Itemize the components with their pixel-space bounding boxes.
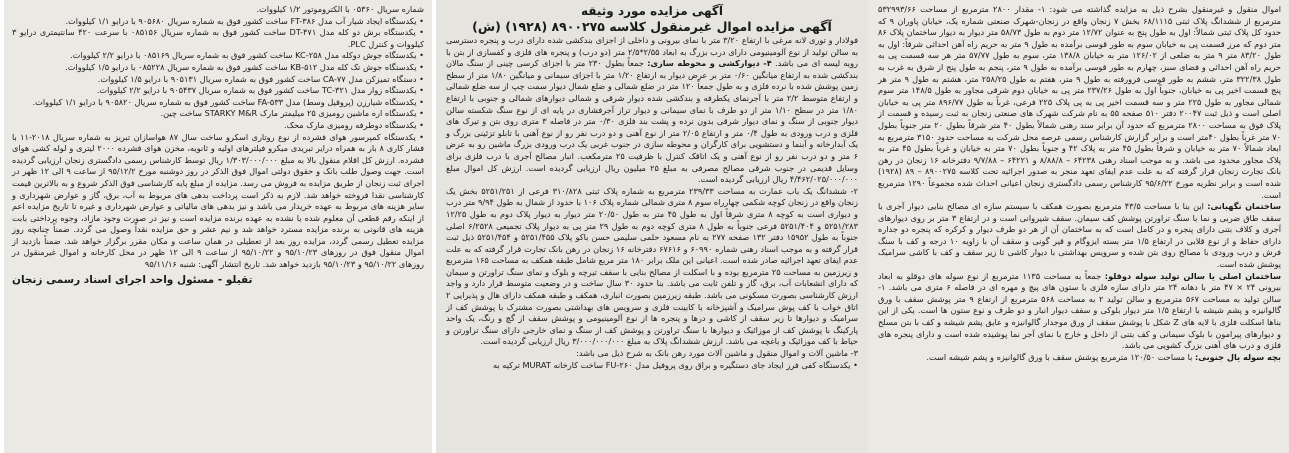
column-middle (436, 0, 868, 453)
paragraph: ۳- ماشین آلات و اموال منقول و ماشین آلات مورد رهن بانک به شرح ذیل می باشد: (576, 348, 858, 359)
list-item: شماره سریال ۰۵۳۶۰ با الکتروموتور ۱/۲ کیلووات. (256, 4, 424, 14)
notice-subtitle: آگهی مزایده مورد وثیقه (580, 4, 723, 18)
column-left (4, 0, 432, 453)
section-heading: ۴- دیوارکشی و محوطه سازی: (647, 58, 772, 69)
paragraph: ساختمان اصلی یا سالن تولید سوله دوقلو: جمعاً به مساحت ۱۱۳۵ مترمربع از نوع سوله های دوقلو به ابعاد بیرونی ۲۴ × ۴۷ متر با دهانه ۲۴ متر دارای سازه فلزی با ستون های پیچ و مهره ای در فاصله ۶ متری می باشد. ۱- سالن تولید به مساحت ۵۶۷ مترمربع و سالن تولید ۲ به مساحت ۵۶۸ مترمربع از ارتفاع ۹ متر پوشش سقف با ورق گالوانیزه و پشم شیشه با ارتفاع ۱/۵ متر دیوار بلوکی و سقف دیوار انبار و دو طرف و نوع ستون ها است. یکی از این بناها اسکلت فلزی با لایه های Z شکل با پوشش سقف از ورق موجدار گالوانیزه و عایق پشم شیشه و کف با بتن مسلح و دیوارهای پیرامون با بلوک سیمانی و کف بتنی از داخل و خارج با نمای آجر نما پوشیده شده است و دارای پنجره های فلزی و درب های آهنی بزرگ کشویی می باشد. (878, 270, 1281, 351)
list-item: • یکدستگاه جوش تک کله مدل KB-۵۱۲ ساخت کشور فوق به شماره سریال ۰۸۵۲۲۸ با درایو ۱/۵ کیلووات. (65, 61, 424, 72)
section-heading: ساختمان اصلی یا سالن تولید سوله دوقلو: (1104, 270, 1281, 281)
list-item: • یکدستگاه ایجاد شیار آب مدل FT-۳۸۶ ساخت کشور فوق به شماره سریال ۹۰۵۶۸۰ با درایو ۱/۱ کیلووات. (65, 15, 424, 26)
section-heading: ساختمان نگهبانی: (1207, 201, 1281, 212)
paragraph: اموال منقول و غیرمنقول بشرح ذیل به مزایده گذاشته می شود: ۱- مقدار ۲۸۰۰ مترمربع از مساحت ۵۳۲۹۹۳/۶۶ مترمربع از ششدانگ پلاک ثبتی ۶۸/۱۱۱۵ بخش ۷ زنجان واقع در زنجان-شهرک صنعتی شماره یک، خیابان پاوران ۹ که حدود کل پلاک ثبتی شمالاً: اول به طول پنج به عنوان ۱۲/۷۲ متر دوم به طول ۵۸/۷۳ متر دیوار به دیوار ساختمان پلاک ۸۶ متر دوم که مرز قسمت پی به خیابان سوم به طور قوسی برآمده به طول ۹ متر به حریم راه آهن احداثی شرقاً: اول به طول ۸۳/۲۰ متر ۹ متر به ضلعی از ۱۲۶/۰۲ متر به خیابان ۱۳۸/۸ متر، سوم به طول ۵۷/۷۷ متر هر سه قسمت پی به حریم راه آهن احداثی و فضای سبز، چهارم به طور قوسی برآمده به طول ۹ متر، پنجم به طول پنج از شرق به غرب به طول ۳۲۲/۳۸ متر، ششم به طور قوسی فرورفته به طول ۹ متر، هفتم به طول ۲۵۸/۲۵ متر، هشتم به طول ۹ متر هر پنج قسمت اخیر پی به خیابان، جنوباً اول به طول ۲۳۷/۲۶ متر پی به خیابان دوم شرقی مجاور به طول ۱۴۸/۵ متر سوم شمالی مجاور به طول ۲۲۵ متر و سه قسمت اخیر پی به پی پلاک ۲۲۵ فرعی، غرباً به طول ۸۹۶/۷۷ متر پی به خیابان اصلی است و ذیل ثبت ۲۰۰۴۷ دفتر ۵۱۰ صفحه ۵۵ به نام شرکت شهرک های صنعتی زنجان به ثبت رسیده و قسمت از پلاک فوق به مساحت ۲۸۰۰ مترمربع که حدود آن برابر سند رهنی شمالاً بطول ۴۰ متر شرقاً بطول ۲۰ متر جنوباً بطول ۷۰ متر غرباً بطول ۴۰متر است و برابر گزارش کارشناس رسمی عرصه محل شرکت به مساحت حدود ۳۱۵۰ مترمربع به ابعاد شمالاً ۷۰ متر به خیابان و شرقاً بطول ۴۵ متر به پلاک ۴۲ و جنوباً بطول ۷۰ متر به خیابان و غرباً بطول ۴۵ متر به پلاک مجاور محدود می باشد. و به موجب اسناد رهنی ۶۴۲۳۸ – ۸/۸۸/۸ و ۶۴۲۲۱ – ۹/۷/۸۸ دفترخانه ۱۶ زنجان در رهن بانک تجارت زنجان قرار گرفته که به علت عدم ایفای تعهد منجر به صدور اجرائیه تحت کلاسه ۸۹۰۰۲۷۵ – ۸۹ (۱۹۲۸) شده است و برابر نظریه مورخ ۹۵/۶/۲۲ کارشناس رسمی دادگستری زنجان اعیانی احداث شده مجموعاً ۱۲۹۰ مترمربع است. (878, 4, 1282, 200)
list-item: • یکدستگاه اره ماشین رومیزی ۲۵ میلیمتر مارک STARKY M&R ساخت چین. (160, 108, 424, 119)
notice-title: آگهی مزایده اموال غیرمنقول کلاسه ۸۹۰۰۲۷۵ (۱۹۲۸) (ش) (472, 19, 832, 34)
paragraph: فولادار و توری لانه مرغی با ارتفاع ۳/۲۰ متر با نمای بیرونی و داخلی از اجزای بندکشی شده دارای درب و پنجره دسترسی به سالن تولید از نوع آلومینیومی دارای درب بزرگ به ابعاد ۲/۵۵*۲/۵ متر (دو درب) و پنجره های فلزی و کفسازی از بتن با رویه لیسه ای می باشد. ۴- دیوارکشی و محوطه سازی: جمعاً بطول ۲۳۰ متر با اجزای کرسی چینی از سنگ مالان بندکشی شده به ارتفاع میانگین ۰/۶۰ متر بر عرض دیوار به ارتفاع ۱/۲۰ متر با اجزای سیمانی و میانگین ۱/۸۰ متر از سطح زمین پوشش شده با نرده فلزی و به طول جمعاً ۱۲۰ متر در ضلع شمالی و ضلع شمال دیوار سمت چپ از سه ضلع شمالی و ارتفاع متوسط ۲/۲ متر با آجرنمای یکطرفه و بندکشی شده دیوار شرقی و شمالی دیوارهای شمالی و جنوبی با ارتفاع ۱/۸۰ متر در سطح ۱/۱۰ متر از دو طرف با نمای سیمانی و دیوار تراز آجرفشاری در پایه ای از نوع سنگ شکسته سالن دیوار جنوبی از سنگ و نمای دیوار شرقی بدون نرده و پشت بند فلزی ۰/۳۰ متر در فاصله ۳ متری روی بتن و تیرک های فلزی و درب ورودی به طول ۰/۴ متر و ارتفاع ۲/۰۵ متر از نوع آهنی و دو درب نفر رو از نوع آهنی با تابلو تزئینی بزرگ و یک آبدارخانه و آبنما و دستشویی برای کارگران و محوطه سازی در جنوب غربی یک درب ورودی بزرگ ماشین رو به عرض ۶ متر و دو درب نفر رو از نوع آهنی و یک اتاقک کنترل با ظرفیت ۲۵ مترمکعب. انبار مصالح آجری با درب فلزی برای وسایل قدیمی در جنوب شرقی مصالح مصرفی به مبلغ ۲۵ میلیون ریال ارزیابی گردیده است. ارزش کل اموال مبلغ ۴/۴۶۲/۰۲۵/۰۰۰/۰۰۰ ریال ارزیابی گردیده است. (446, 35, 859, 185)
paragraph: • یکدستگاه کفی فرز ایجاد جای دستگیره و براق روی پروفیل مدل FU-۲۶۰ ساخت کارخانه MURAT ترکیه به (493, 359, 858, 370)
list-item: • یکدستگاه شیارزن (پروفیل وسط) مدل FA-۵۳۳ ساخت کشور فوق به شماره سریال ۹۰۵۸۲۰ با درایو ۱/۱ کیلووات. (32, 96, 424, 107)
signature-line: تقیلو - مسئول واحد اجرای اسناد رسمی زنجان (12, 273, 253, 286)
notice-header (446, 4, 858, 35)
paragraph: بچه سوله یال جنوبی: با مساحت ۱۲۰/۵۰ مترمربع پوشش سقف با ورق گالوانیزه و پشم شیشه است. (926, 351, 1281, 362)
list-item: • یکدستگاه جوش دوکله مدل KC-۲۵۸ ساخت کشور فوق به شماره سریال ۰۸۵۱۶۹ با درایو ۲/۲ کیلووات. (70, 50, 424, 61)
column-left-text (12, 4, 424, 271)
section-heading: بچه سوله یال جنوبی: (1195, 351, 1281, 362)
column-gap (432, 0, 436, 453)
paragraph: ساختمان نگهبانی: این بنا با مساحت ۴۳/۵ مترمربع بصورت همکف با سیستم سازه ای مصالح بنایی دیوار آجری با سقف طاق ضربی و نما با سنگ تراورتن پوشش کف سیمان. سقف شیروانی است و در ارتفاع ۳ متر بر روی دیوارهای آجری و کلاف بتنی دارای پنجره و در کامل است که به ساختمان آن از هر دو طرف دیوار و کرکره که پنجره دو جداره دارای حفاظ و از نوع قلابی در ارتفاع ۱/۵ متر بسته ایزوگام و قیر گونی و سقف آن با زاویه ۱۰ درجه و کف با سنگ فرش و درب ورودی با مصالح روی بتن شده و سرویس بهداشتی با دیوار کاشی تا زیر سقف و کف با کاشی سرامیک پوشش شده است. (878, 201, 1281, 270)
list-item: • یکدستگاه دوطرفه رومیزی مارک محک. (284, 119, 424, 130)
list-item: • یکدستگاه زوار مدل TC-۳۲۱ ساخت کشور فوق به شماره سریال ۹۰۵۴۳۷ با درایو ۲/۲ کیلووات. (96, 85, 424, 96)
paragraph: ۲- ششدانگ یک باب عمارت به مساحت ۲۳۹/۳۳ مترمربع به شماره پلاک ثبتی ۳۱۰/۸۲۸ فرعی از ۵۲۵۱/۲۵۱ بخش یک زنجان واقع در زنجان کوچه شکمی چهارراه سوم ۸ متری شمالی شماره پلاک ۱۰۶ با حدود از شمال به طول ۹/۹۴ متر درب و دیواری است به کوچه ۸ متری شرقاً اول به طول ۴۵ متر به طول ۲۰/۵۰ متر دیوار به دیوار پلاک دوم به طول ۱۲/۲۵ ۵۲۵۱/۲۸۳ و ۵۲۵۱/۴۰۴ فرعی جنوباً به طول ۸ متری کوچه دوم به طول ۲۹ متر پی به دیوار پلاک تجمیعی ۶/۲۵۲۸ اصلی جنوباً به طول ۱۵۹۵۲ دفتر ۱۳۲ صفحه ۲۷۷ به نام مسعود حلمی سلیمی حسن باکو پلاک ۵۲۵۱/۴۵۵ و ۵۲۵۱/۴۵۴ ذیل ثبت قرار گرفته و به موجب اسناد رهنی شماره ۶۰۹۹۰ و ۶۷۶۱۶ دفترخانه ۱۶ زنجان در رهن بانک تجارت قرار گرفته که به علت عدم ایفای تعهد اجرائیه صادر شده است. اعیانی این ملک برابر ۱۸۰ متر مربع شامل طبقه همکف به مساحت ۱۶۵ مترمربع و زیرزمین به مساحت ۲۵ مترمربع بوده و با اسکلت از مصالح بنایی با سقف تیرچه و بلوک و نمای سنگ تراورتن و سیمان که دارای انشعابات آب، برق، گاز و تلفن ثابت می باشد. بنا حدود ۳۰ سال ساخت و در وضعیت متوسط قرار دارد و واجد ارزش کارشناسی بصورت مسکونی می باشد. طبقه زیرزمین بصورت انباری، همکف و طبقه همکف دارای هال و پذیرایی ۲ اتاق خواب با کف پوش سرامیک و آشپزخانه با کابینت فلزی و سرویس های بهداشتی بصورت مشترک با پوشش کف از سرامیک و دیوارها تا زیر سقف از کاشی و درها و پنجره ها از نوع آلومینیومی و پوشش سقف از گچ و رنگ، یک واحد پارکینگ با پوشش کف از موزائیک و دیوارها با سنگ تراورتن و پوشش کف از سنگ و نمای خارجی دارای سنگ تراورتن و حیاط با کف موزائیک و باغچه می باشد. ارزش ششدانگ پلاک به مبلغ ۳/۰۰۰/۰۰۰/۰۰۰ ریال ارزیابی گردیده است. (446, 185, 858, 347)
column-right (868, 0, 1289, 453)
column-right-text (878, 4, 1281, 363)
column-middle-text (446, 35, 858, 371)
list-item: • دستگاه تمیزکن مدل CA-۷۷ ساخت کشور فوق به شماره سریال ۹۰۵۱۳۱ با درایو ۱/۵ کیلووات. (97, 73, 424, 84)
paragraph: • یکدستگاه کمپرسور هوای فشرده از نوع روتاری اسکرو ساخت سال ۸۷ هواسازان تبریز به شماره سریال ۲۰۱۸-۱۱ با فشار کاری ۸ بار به همراه درایر تبریدی میکرو فیلترهای اولیه و ثانویه، مخزن هوای فشرده ۲۰۰۰ لیتری و لوله کشی هوای فشرده. ارزش کل اقلام منقول بالا به مبلغ ۱/۳۰۳/۰۰۰/۰۰۰ ریال توسط کارشناس رسمی دادگستری زنجان ارزیابی گردیده است. جهت وصول طلب بانک و حقوق دولتی اموال فوق الذکر در روز دوشنبه مورخ ۹۵/۱۲/۲ از ساعت ۹ الی ۱۲ ظهر در اجرای ثبت زنجان از طریق مزایده به فروش می رسد. مزایده از مبلغ پایه کارشناسی فوق الذکر شروع و به بالاترین قیمت کارشناسی نقدا فروخته خواهد شد. لازم به ذکر است پرداخت بدهی های مربوط به آب، برق، گاز و عوارض شهرداری و سایر هزینه های مربوط به عهده خریدار می باشد و نیز بدهی های مالیاتی و عوارض شهرداری و غیره تا تاریخ مزایده اعم از اینکه رقم قطعی آن معلوم شده یا نشده به عهده برنده مزایده است و نیز در صورت وجود مازاد، وجوه پرداختی بابت هزینه های قانونی به برنده مزایده مسترد خواهد شد و نیم عشر و حق مزایده نقداً وصول می گردد. ضمناً چنانچه روز مزایده تعطیل رسمی گردد، مزایده روز بعد از تعطیلی در همان ساعت و مکان مقرر برگزار خواهد شد. ضمناً بازدید از اموال منقول فوق در روزهای ۹۵/۱۰/۲۳ و ۹۵/۱۰/۲۲ از ساعت ۹ الی ۱۲ ظهر در محل کارخانه و اموال غیرمنقول در روزهای ۹۵/۱۰/۲۲ و ۹۵/۱۰/۲۳ بازدید خواهد شد. تاریخ انتشار آگهی: شنبه ۹۵/۱۱/۱۶ (12, 131, 424, 270)
list-item: • یکدستگاه برش دو کله مدل DT-۴۷۱ ساخت کشور فوق به شماره سریال ۰۸۵۱۵۶ با سرعت ۴۲۰ سانتیمتری درایو ۳ کیلووات و کنترل PLC. (12, 27, 424, 49)
